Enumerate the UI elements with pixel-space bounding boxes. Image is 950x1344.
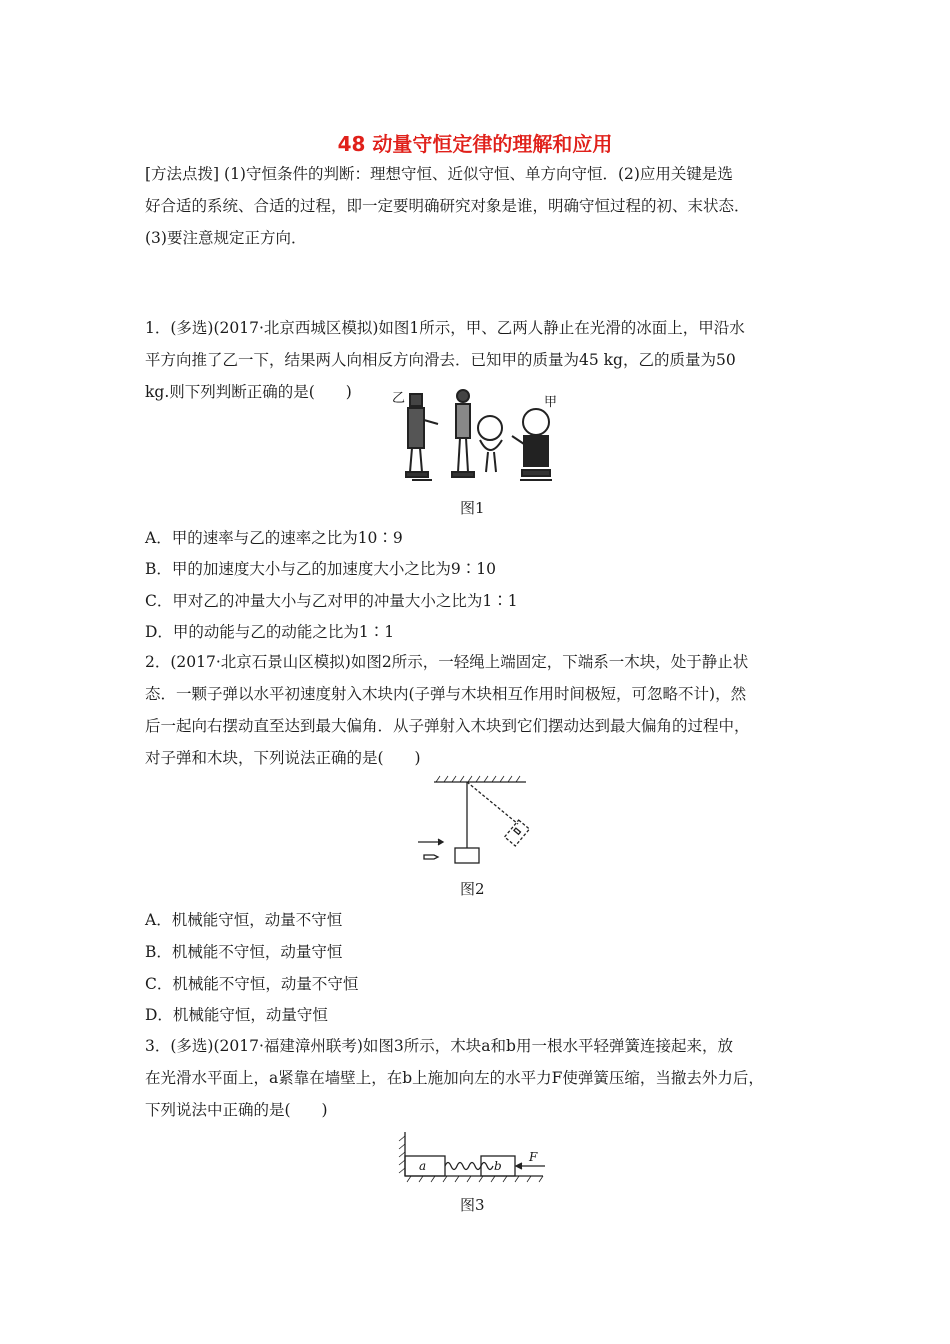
- q2-option-d: D．机械能守恒，动量守恒: [145, 1006, 328, 1024]
- page-title: 48 动量守恒定律的理解和应用: [337, 132, 613, 156]
- q1-option-c: C．甲对乙的冲量大小与乙对甲的冲量大小之比为1∶1: [145, 592, 518, 610]
- q2-option-a: A．机械能守恒，动量不守恒: [145, 911, 343, 929]
- q1-line-3: kg.则下列判断正确的是( ): [145, 383, 352, 401]
- method-line-1: [方法点拨] (1)守恒条件的判断：理想守恒、近似守恒、单方向守恒．(2)应用关键是选: [145, 165, 733, 183]
- figure-1-label-jia: 甲: [544, 395, 558, 410]
- method-line-2: 好合适的系统、合适的过程，即一定要明确研究对象是谁，明确守恒过程的初、末状态．: [145, 197, 750, 215]
- q2-line-3: 后一起向右摆动直至达到最大偏角．从子弹射入木块到它们摆动达到最大偏角的过程中，: [145, 717, 750, 735]
- q1-option-a: A．甲的速率与乙的速率之比为10∶9: [145, 529, 403, 547]
- q2-line-4: 对子弹和木块，下列说法正确的是( ): [145, 749, 421, 767]
- figure-1-label-yi: 乙: [392, 391, 406, 406]
- figure-3-blocks-spring: [395, 1128, 555, 1188]
- figure-2-pendulum: [410, 772, 550, 872]
- figure-3-label-f: F: [529, 1150, 538, 1164]
- q1-line-2: 平方向推了乙一下，结果两人向相反方向滑去．已知甲的质量为45 kg，乙的质量为50: [145, 351, 736, 369]
- figure-1-skaters: [390, 380, 570, 490]
- figure-1-caption: 图1: [460, 499, 485, 517]
- figure-3-label-b: b: [494, 1159, 502, 1173]
- q3-line-2: 在光滑水平面上，a紧靠在墙壁上，在b上施加向左的水平力F使弹簧压缩，当撤去外力后，: [145, 1069, 764, 1087]
- q1-option-b: B．甲的加速度大小与乙的加速度大小之比为9∶10: [145, 560, 496, 578]
- q2-line-1: 2．(2017·北京石景山区模拟)如图2所示，一轻绳上端固定，下端系一木块，处于静止状: [145, 653, 749, 671]
- q2-option-c: C．机械能不守恒，动量不守恒: [145, 975, 359, 993]
- q1-line-1: 1．(多选)(2017·北京西城区模拟)如图1所示，甲、乙两人静止在光滑的冰面上，甲沿水: [145, 319, 745, 337]
- q3-line-3: 下列说法中正确的是( ): [145, 1101, 328, 1119]
- figure-3-caption: 图3: [460, 1196, 485, 1214]
- method-line-3: (3)要注意规定正方向．: [145, 229, 307, 247]
- q2-line-2: 态．一颗子弹以水平初速度射入木块内(子弹与木块相互作用时间极短，可忽略不计)，然: [145, 685, 747, 703]
- figure-2-caption: 图2: [460, 880, 485, 898]
- figure-3-label-a: a: [419, 1159, 427, 1173]
- q2-option-b: B．机械能不守恒，动量守恒: [145, 943, 343, 961]
- q3-line-1: 3．(多选)(2017·福建漳州联考)如图3所示，木块a和b用一根水平轻弹簧连接起来，放: [145, 1037, 733, 1055]
- q1-option-d: D．甲的动能与乙的动能之比为1∶1: [145, 623, 395, 641]
